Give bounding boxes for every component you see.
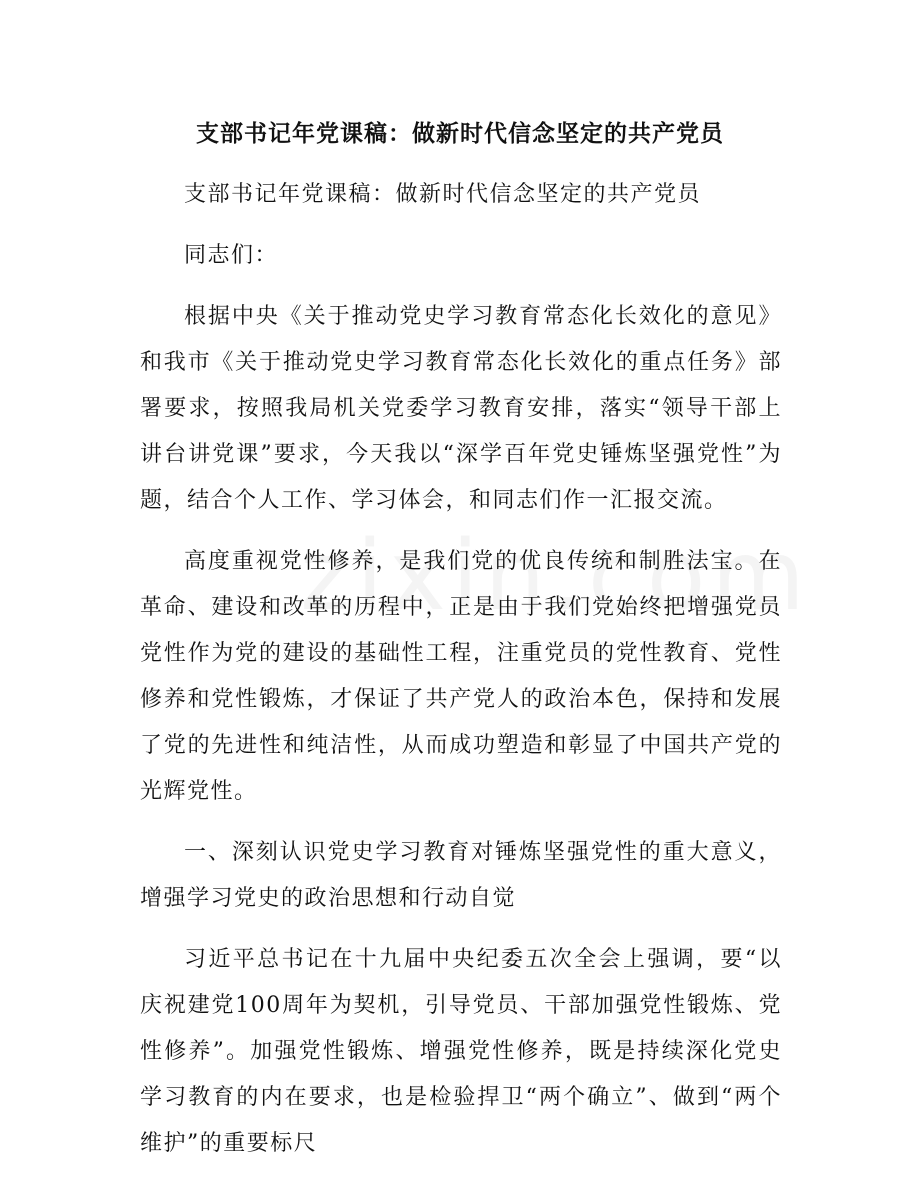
paragraph-intro: 根据中央《关于推动党史学习教育常态化长效化的意见》和我市《关于推动党史学习教育常态化长效化的重点任务》部署要求，按照我局机关党委学习教育安排，落实“领导干部上讲台讲党课”要求，今天我以“深学百年党史锤炼坚强党性”为题，结合个人工作、学习体会，和同志们作一汇报交流。: [140, 304, 782, 513]
paragraph-greeting: 同志们：: [184, 243, 279, 268]
document-title: 支部书记年党课稿：做新时代信念坚定的共产党员: [196, 121, 724, 147]
paragraph-section-1: 习近平总书记在十九届中央纪委五次全会上强调，要“以庆祝建党100周年为契机，引导党员、干部加强党性锻炼、党性修养”。加强党性锻炼、增强党性修养，既是持续深化党史学习教育的内在要求，也是检验捍卫“两个确立”、做到“两个维护”的重要标尺: [140, 947, 782, 1156]
paragraph-subtitle: 支部书记年党课稿：做新时代信念坚定的共产党员: [184, 182, 702, 207]
paragraph-importance: 高度重视党性修养，是我们党的优良传统和制胜法宝。在革命、建设和改革的历程中，正是由于我们党始终把增强党员党性作为党的建设的基础性工程，注重党员的党性教育、党性修养和党性锻炼，才保证了共产党人的政治本色，保持和发展了党的先进性和纯洁性，从而成功塑造和彰显了中国共产党的光辉党性。: [140, 549, 782, 804]
document-body: [140, 172, 782, 1182]
section-heading-1: 一、深刻认识党史学习教育对锤炼坚强党性的重大意义，增强学习党史的政治思想和行动自觉: [140, 840, 782, 911]
